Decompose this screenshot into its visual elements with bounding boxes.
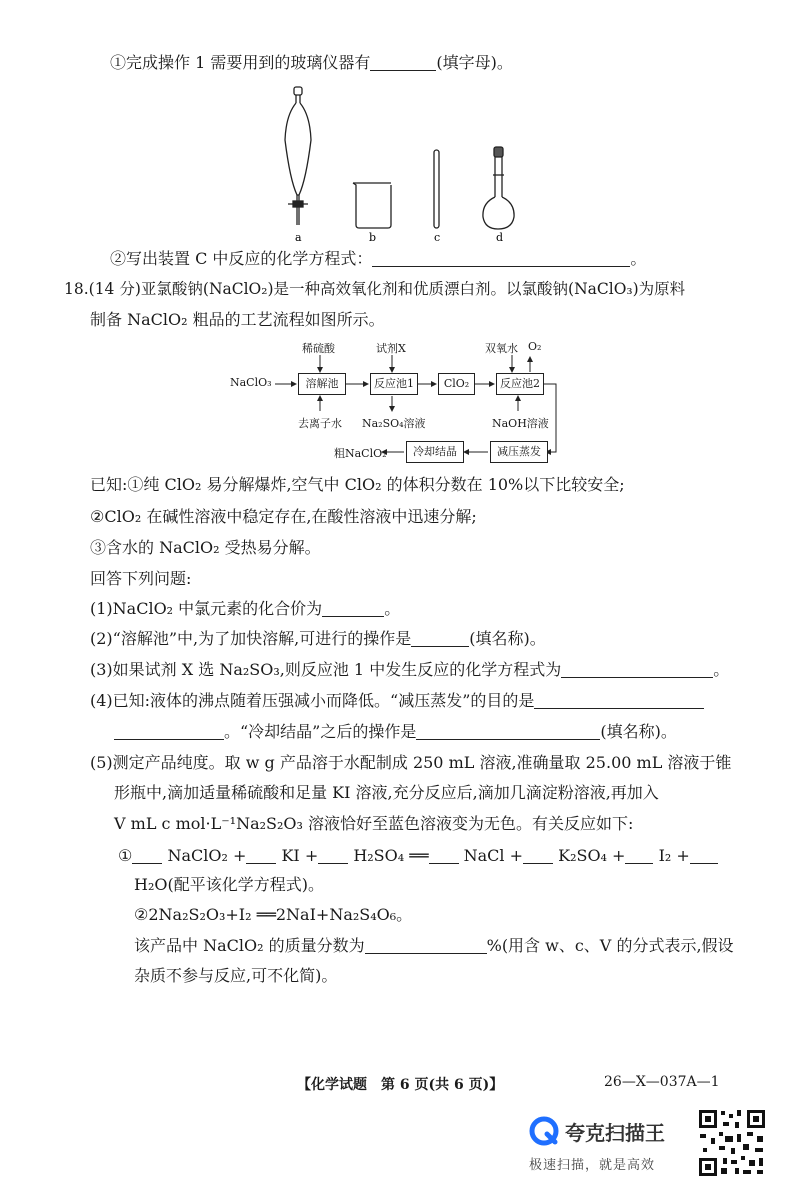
answer-blank[interactable]	[114, 723, 224, 740]
flow-reaction-pool-1: 反应池1	[370, 373, 418, 395]
coefficient-blank[interactable]	[246, 847, 276, 864]
flow-input-naclo3: NaClO₃	[230, 376, 272, 389]
question-5b: 形瓶中,滴加适量稀硫酸和足量 KI 溶液,充分反应后,滴加几滴淀粉溶液,再加入	[114, 783, 659, 802]
equation-1-end: H₂O(配平该化学方程式)。	[134, 875, 324, 894]
question-1: (1)NaClO₂ 中氯元素的化合价为 。	[90, 599, 401, 618]
q18-intro-line2: 制备 NaClO₂ 粗品的工艺流程如图所示。	[90, 310, 385, 329]
purity-question: 该产品中 NaClO₂ 的质量分数为 %(用含 w、c、V 的分式表示,假设	[134, 936, 734, 955]
answer-blank[interactable]	[534, 692, 704, 709]
qr-code-icon	[697, 1108, 767, 1178]
question-3: (3)如果试剂 X 选 Na₂SO₃,则反应池 1 中发生反应的化学方程式为 。	[90, 660, 730, 679]
equation-1: ① NaClO₂ + KI + H₂SO₄ ══ NaCl + K₂SO₄ + I₂ +	[118, 845, 718, 867]
known-3: ③含水的 NaClO₂ 受热易分解。	[90, 538, 321, 557]
purity-question-end: 杂质不参与反应,可不化简)。	[134, 966, 338, 985]
glassware-illustration	[270, 85, 530, 245]
separatory-funnel-icon	[285, 87, 311, 225]
q17-sub1: ①完成操作 1 需要用到的玻璃仪器有 (填字母)。	[110, 53, 513, 72]
beaker-icon	[353, 183, 391, 228]
answer-blank[interactable]	[322, 600, 384, 617]
volumetric-flask-icon	[483, 147, 514, 229]
answer-blank[interactable]	[416, 723, 600, 740]
flow-cooling-crystallization: 冷却结晶	[406, 441, 464, 463]
process-flow-diagram	[230, 335, 570, 470]
flow-naoh: NaOH溶液	[492, 417, 549, 430]
known-2: ②ClO₂ 在碱性溶液中稳定存在,在酸性溶液中迅速分解;	[90, 507, 477, 526]
question-4b: 。“冷却结晶”之后的操作是 (填名称)。	[114, 721, 677, 743]
question-5c: V mL c mol·L⁻¹Na₂S₂O₃ 溶液恰好至蓝色溶液变为无色。有关反应如下:	[114, 814, 634, 833]
label-b: b	[369, 231, 377, 244]
coefficient-blank[interactable]	[132, 847, 162, 864]
scanner-brand: 夸克扫描王	[565, 1121, 665, 1145]
flow-dilute-acid: 稀硫酸	[302, 342, 335, 355]
flow-dissolve-pool: 溶解池	[298, 373, 346, 395]
answer-blank[interactable]	[370, 54, 436, 71]
coefficient-blank[interactable]	[690, 847, 718, 864]
equation-2: ②2Na₂S₂O₃+I₂ ══2NaI+Na₂S₄O₆。	[134, 905, 413, 924]
answer-blank[interactable]	[372, 250, 630, 267]
answer-blank[interactable]	[561, 661, 713, 678]
page-code: 26—X—037A—1	[604, 1074, 720, 1090]
coefficient-blank[interactable]	[429, 847, 459, 864]
label-a: a	[295, 231, 302, 244]
coefficient-blank[interactable]	[523, 847, 553, 864]
q18-intro-line1: 18.(14 分)亚氯酸钠(NaClO₂)是一种高效氧化剂和优质漂白剂。以氯酸钠(NaClO₃)为原料	[64, 280, 686, 298]
page-footer-title: 【化学试题 第 6 页(共 6 页)】	[297, 1077, 504, 1093]
flow-o2: O₂	[528, 340, 542, 353]
answer-blank[interactable]	[365, 937, 487, 954]
answer-prompt: 回答下列问题:	[90, 569, 192, 588]
glass-rod-icon	[434, 150, 439, 228]
scanner-slogan: 极速扫描，就是高效	[529, 1158, 656, 1173]
flow-vacuum-evaporation: 减压蒸发	[490, 441, 548, 463]
scanner-watermark	[525, 1108, 795, 1180]
question-2: (2)“溶解池”中,为了加快溶解,可进行的操作是 (填名称)。	[90, 629, 546, 648]
label-c: c	[434, 231, 441, 244]
question-5a: (5)测定产品纯度。取 w g 产品溶于水配制成 250 mL 溶液,准确量取 25.00 mL 溶液于锥	[90, 753, 732, 772]
scanner-logo-icon	[529, 1116, 559, 1146]
flow-na2so4: Na₂SO₄溶液	[362, 417, 426, 430]
coefficient-blank[interactable]	[318, 847, 348, 864]
flow-h2o2: 双氧水	[485, 342, 518, 355]
flow-clo2: ClO₂	[438, 373, 475, 395]
known-1: 已知:①纯 ClO₂ 易分解爆炸,空气中 ClO₂ 的体积分数在 10%以下比较安全;	[90, 475, 625, 494]
flow-crude-naclo2: 粗NaClO₂	[334, 447, 387, 460]
answer-blank[interactable]	[411, 630, 469, 647]
flow-reagent-x: 试剂X	[376, 342, 406, 355]
coefficient-blank[interactable]	[625, 847, 653, 864]
question-4a: (4)已知:液体的沸点随着压强减小而降低。“减压蒸发”的目的是	[90, 690, 704, 712]
flow-deionized-water: 去离子水	[298, 417, 342, 430]
label-d: d	[496, 231, 504, 244]
flow-reaction-pool-2: 反应池2	[496, 373, 544, 395]
q17-sub2: ②写出装置 C 中反应的化学方程式： 。	[110, 249, 647, 268]
